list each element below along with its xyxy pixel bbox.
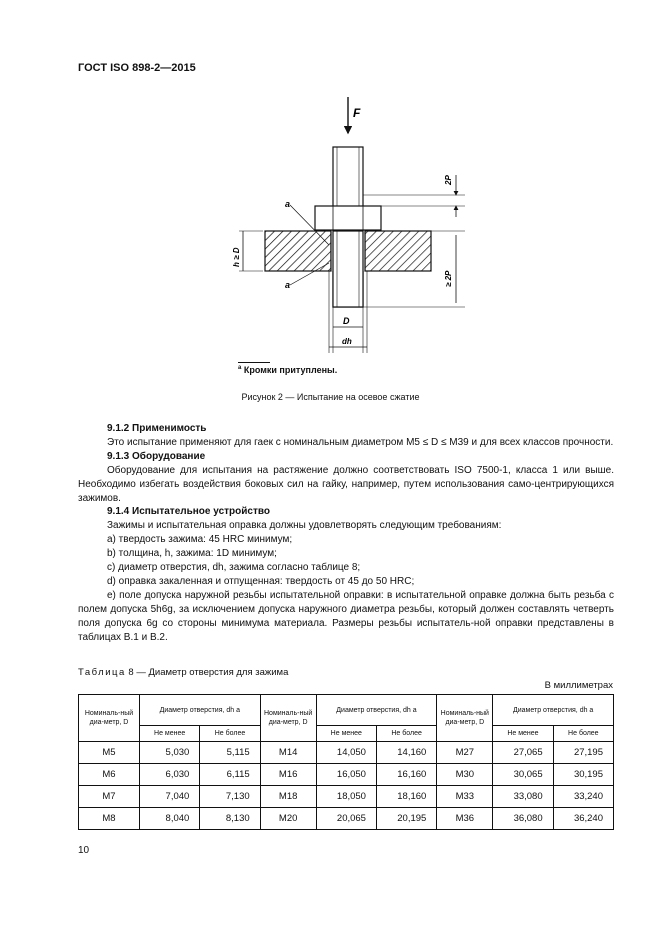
table-cell: 27,195 — [553, 742, 613, 764]
table-cell: М27 — [437, 742, 493, 764]
footnote-rule — [238, 362, 270, 363]
clamp-hole-diameter-table — [78, 694, 614, 830]
col-diameter-1: Диаметр отверстия, dh a — [140, 695, 261, 726]
col-nominal-3: Номиналь-ный диа-метр, D — [437, 695, 493, 742]
section-9-1-3-title: 9.1.3 Оборудование — [107, 450, 206, 462]
label-a-bottom: a — [285, 280, 291, 290]
table-cell: М8 — [79, 808, 140, 830]
table-cell: М20 — [260, 808, 316, 830]
label-ge-2p: ≥ 2P — [444, 270, 453, 287]
nut — [315, 206, 381, 230]
col-nominal-1: Номиналь-ный диа-метр, D — [79, 695, 140, 742]
col-max: Не более — [376, 726, 436, 742]
label-dh: dh — [342, 337, 352, 346]
table-cell: 18,050 — [316, 786, 376, 808]
col-min: Не менее — [316, 726, 376, 742]
col-min: Не менее — [140, 726, 200, 742]
table-cell: 16,160 — [376, 764, 436, 786]
section-9-1-4-intro: Зажимы и испытательная оправка должны удовлетворять следующим требованиям: — [107, 520, 502, 532]
col-max: Не более — [200, 726, 260, 742]
col-diameter-2: Диаметр отверстия, dh a — [316, 695, 437, 726]
list-item-e: e) поле допуска наружной резьбы испытательной оправки: в испытательной оправке должна быть резьба с полем допуска 5h6g, за исключением допуска наружного диаметра резьбы, который должен составлять четверть поля допуска 6g со стороны минимума материала. Размеры резьбы испытатель-ной оправки представлены в таблицах В.1 и В.2. — [78, 589, 614, 643]
table-cell: 30,065 — [493, 764, 553, 786]
table-cell: М33 — [437, 786, 493, 808]
list-item-c: c) диаметр отверстия, dh, зажима согласно таблице 8; — [107, 562, 361, 574]
table-cell: 16,050 — [316, 764, 376, 786]
table-cell: 8,130 — [200, 808, 260, 830]
section-9-1-2-title: 9.1.2 Применимость — [107, 423, 207, 434]
label-2p: 2P — [444, 175, 453, 185]
section-9-1-2-text: Это испытание применяют для гаек с номинальным диаметром М5 ≤ D ≤ М39 и для всех классов прочности. — [107, 436, 614, 448]
table-row — [79, 786, 614, 808]
label-force: F — [353, 106, 361, 120]
table-cell: 6,115 — [200, 764, 260, 786]
col-diameter-3: Диаметр отверстия, dh a — [493, 695, 614, 726]
table-cell: 20,065 — [316, 808, 376, 830]
table-cell: 33,240 — [553, 786, 613, 808]
table-cell: 14,050 — [316, 742, 376, 764]
table-title: Таблица 8 — Диаметр отверстия для зажима — [78, 667, 289, 678]
table-cell: 27,065 — [493, 742, 553, 764]
table-row — [79, 808, 614, 830]
col-min: Не менее — [493, 726, 553, 742]
table-cell: М6 — [79, 764, 140, 786]
figure-caption: Рисунок 2 — Испытание на осевое сжатие — [241, 392, 420, 402]
table-cell: М16 — [260, 764, 316, 786]
clamp-right — [365, 231, 431, 271]
table-cell: 30,195 — [553, 764, 613, 786]
section-9-1-3-text: Оборудование для испытания на растяжение должно соответствовать ISO 7500-1, класса 1 или выше. Необходимо избегать воздействия боковых сил на гайку, например, путем использования само-центрирующихся зажимов. — [78, 464, 614, 504]
body-text — [78, 422, 614, 645]
list-item-d: d) оправка закаленная и отпущенная: твердость от 45 до 50 HRC; — [107, 575, 415, 587]
list-item-b: b) толщина, h, зажима: 1D минимум; — [107, 548, 277, 560]
col-nominal-2: Номиналь-ный диа-метр, D — [260, 695, 316, 742]
label-D: D — [343, 316, 350, 326]
table-cell: М7 — [79, 786, 140, 808]
table-cell: 18,160 — [376, 786, 436, 808]
table-row — [79, 742, 614, 764]
table-cell: М18 — [260, 786, 316, 808]
table-units: В миллиметрах — [544, 680, 613, 691]
table-cell: М30 — [437, 764, 493, 786]
list-item-a: a) твердость зажима: 45 HRC минимум; — [107, 534, 293, 546]
table-cell: 5,030 — [140, 742, 200, 764]
table-cell: 8,040 — [140, 808, 200, 830]
table-cell: 7,130 — [200, 786, 260, 808]
table-cell: 33,080 — [493, 786, 553, 808]
label-a-top: a — [285, 199, 291, 209]
axial-compression-figure — [215, 95, 475, 385]
label-h: h ≥ D — [232, 247, 241, 267]
col-max: Не более — [553, 726, 613, 742]
table-cell: 36,240 — [553, 808, 613, 830]
table-cell: М5 — [79, 742, 140, 764]
page-number: 10 — [78, 845, 90, 856]
table-cell: 7,040 — [140, 786, 200, 808]
document-header: ГОСТ ISO 898-2—2015 — [78, 62, 196, 74]
table-cell: 14,160 — [376, 742, 436, 764]
table-body — [79, 742, 614, 830]
table-cell: 20,195 — [376, 808, 436, 830]
table-cell: 6,030 — [140, 764, 200, 786]
section-9-1-4-title: 9.1.4 Испытательное устройство — [107, 506, 270, 518]
figure-footnote: $^a$ Кромки притуплены. — [238, 365, 338, 375]
table-cell: М14 — [260, 742, 316, 764]
table-cell: 36,080 — [493, 808, 553, 830]
table-cell: М36 — [437, 808, 493, 830]
table-row — [79, 764, 614, 786]
table-cell: 5,115 — [200, 742, 260, 764]
